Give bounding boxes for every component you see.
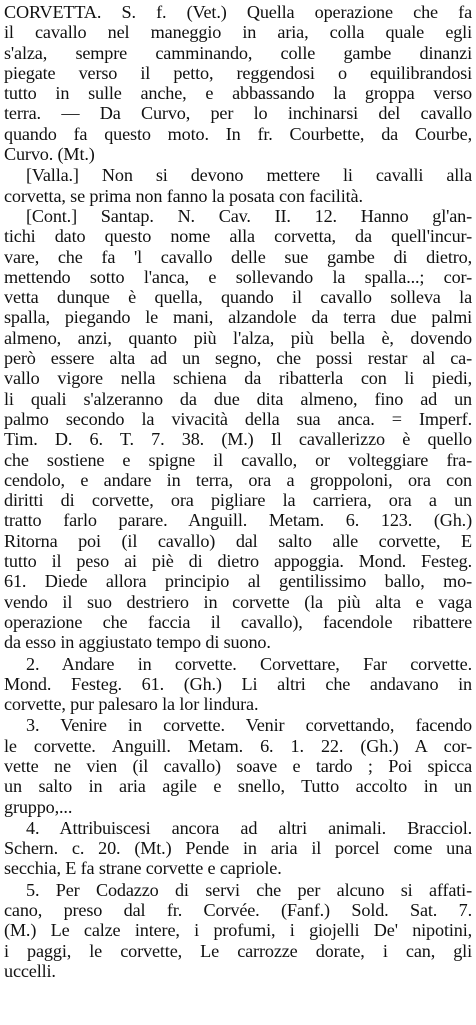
text-line: Schern. c. 20. (Mt.) Pende in aria il porcel come una xyxy=(4,838,472,859)
text-line: vetta dunque è quella, quando il cavallo solleva la xyxy=(4,287,472,308)
text-line: spalla, piegando le mani, alzandole da terra due palmi xyxy=(4,307,472,328)
text-line: corvette, pur palesaro la lor lindura. xyxy=(4,694,259,715)
sense-3-paragraph xyxy=(4,715,472,816)
text-line: però essere alta ad un segno, che possi restar al ca- xyxy=(4,348,472,369)
text-line: che sostiene e spigne il cavallo, or volteggiare fra- xyxy=(4,449,472,470)
text-line: Ritorna poi (il cavallo) dal salto alle corvette, E xyxy=(4,530,472,551)
text-line: i paggi, le corvette, Le carrozze dorate, i can, gli xyxy=(4,940,472,961)
sense-2-paragraph xyxy=(4,654,472,715)
text-line: almeno, anzi, quanto più l'alza, più bella è, dovendo xyxy=(4,327,472,348)
text-line: piegate verso il petto, reggendosi o equilibrandosi xyxy=(4,62,472,83)
text-line: diritti di corvette, ora pigliare la carriera, ora a un xyxy=(4,490,472,511)
text-line: li quali s'alzeranno da due dita almeno, fino ad un xyxy=(4,388,472,409)
text-line: vare, che fa 'l cavallo delle sue gambe di dietro, xyxy=(4,246,472,267)
text-line: tratto farlo parare. Anguill. Metam. 6. 123. (Gh.) xyxy=(4,510,472,531)
text-line: [Cont.] Santap. N. Cav. II. 12. Hanno gl'an- xyxy=(26,205,472,226)
sense-4-paragraph xyxy=(4,818,472,879)
text-line: CORVETTA. S. f. (Vet.) Quella operazione che fa xyxy=(4,2,472,22)
text-line: gruppo,... xyxy=(4,796,73,817)
text-line: palmo secondo la vivacità della sua anca. = Imperf. xyxy=(4,408,472,429)
text-line: 2. Andare in corvette. Corvettare, Far corvette. xyxy=(26,653,472,674)
text-line: cendolo, e andare in terra, ora a groppoloni, ora con xyxy=(4,469,472,490)
text-line: cano, preso dal fr. Corvée. (Fanf.) Sold. Sat. 7. xyxy=(4,900,472,921)
text-line: il cavallo nel maneggio in aria, colla quale egli xyxy=(4,22,472,43)
text-line: vendo il suo destriero in corvette (la più alta e vaga xyxy=(4,591,472,612)
text-line: tutto il peso ai piè di dietro appoggia. Mond. Festeg. xyxy=(4,551,472,572)
text-line: 3. Venire in corvette. Venir corvettando, facendo xyxy=(26,715,472,736)
text-line: tutto in sulle anche, e abbassando la groppa verso xyxy=(4,83,472,104)
text-line: [Valla.] Non si devono mettere li cavalli alla xyxy=(26,165,472,186)
valla-paragraph xyxy=(4,165,472,206)
text-line: quando fa questo moto. In fr. Courbette, da Courbe, xyxy=(4,123,472,144)
text-line: le corvette. Anguill. Metam. 6. 1. 22. (Gh.) A cor- xyxy=(4,735,472,756)
cont-paragraph xyxy=(4,206,472,653)
text-line: s'alza, sempre camminando, colle gambe dinanzi xyxy=(4,42,472,63)
text-line: vette ne vien (il cavallo) soave e tardo ; Poi spicca xyxy=(4,755,472,776)
text-line: Tim. D. 6. T. 7. 38. (M.) Il cavallerizzo è quello xyxy=(4,429,472,450)
text-line: un salto in aria agile e snello, Tutto accolto in un xyxy=(4,776,472,797)
text-line: da esso in aggiustato tempo di suono. xyxy=(4,632,271,653)
text-line: Curvo. (Mt.) xyxy=(4,144,95,165)
text-line: (M.) Le calze intere, i profumi, i giojelli De' nipotini, xyxy=(4,920,472,941)
dictionary-entry xyxy=(4,2,472,981)
sense-5-paragraph xyxy=(4,880,472,981)
text-line: operazione che faccia il cavallo), facendole ribattere xyxy=(4,611,472,632)
text-line: 4. Attribuiscesi ancora ad altri animali. Bracciol. xyxy=(26,817,472,838)
text-line: mettendo sotto l'anca, e sollevando la spalla...; cor- xyxy=(4,266,472,287)
text-line: 5. Per Codazzo di servi che per alcuno si affati- xyxy=(26,879,472,900)
definition-paragraph xyxy=(4,2,472,164)
text-line: vallo vigore nella schiena da ribatterla con li piedi, xyxy=(4,368,472,389)
text-line: Mond. Festeg. 61. (Gh.) Li altri che andavano in xyxy=(4,673,472,694)
text-line: tichi dato questo nome alla corvetta, da quell'incur- xyxy=(4,226,472,247)
text-line: uccelli. xyxy=(4,960,56,981)
text-line: corvetta, se prima non fanno la posata con facilità. xyxy=(4,185,363,206)
text-line: secchia, E fa strane corvette e capriole. xyxy=(4,858,282,879)
text-line: 61. Diede allora principio al gentilissimo ballo, mo- xyxy=(4,571,472,592)
text-line: terra. — Da Curvo, per lo inchinarsi del cavallo xyxy=(4,103,472,124)
